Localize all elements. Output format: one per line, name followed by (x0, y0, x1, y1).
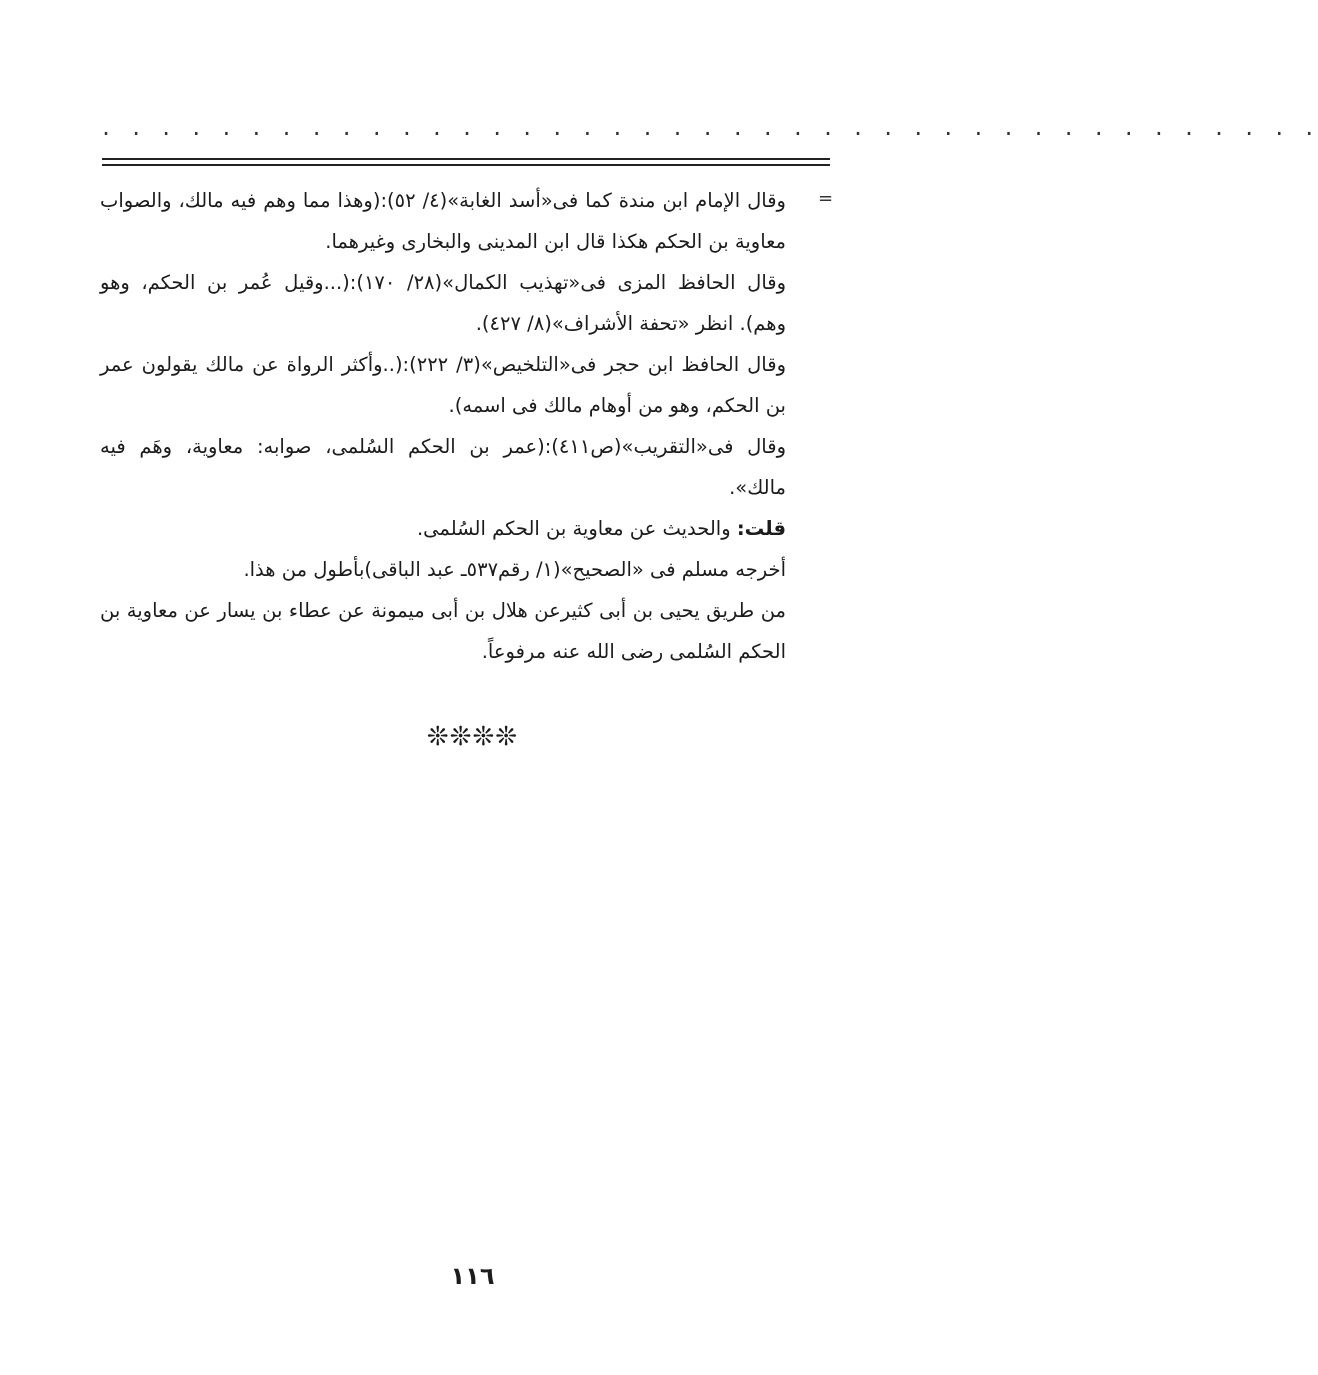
paragraph-taqrib: وقال فى«التقريب»(ص٤١١):(عمر بن الحكم السُلمى، صوابه: معاوية، وهَم فيه مالك». (100, 435, 786, 499)
note-text: والحديث عن معاوية بن الحكم السُلمى. (416, 517, 731, 540)
footnote-continuation-marker: = (818, 188, 834, 209)
paragraph-ibn-hajar-talkhis: وقال الحافظ ابن حجر فى«التلخيص»(٣/ ٢٢٢):(..وأكثر الرواة عن مالك يقولون عمر بن الحكم، وهو من أوهام مالك فى اسمه). (100, 353, 786, 417)
footnote-body (100, 180, 786, 672)
note-paragraph (100, 508, 786, 549)
note-label: قلت: (736, 517, 786, 540)
page-number: ١١٦ (450, 1262, 495, 1290)
header-rule-bottom (102, 164, 830, 166)
section-separator-stars: ❊❊❊❊ (426, 722, 519, 752)
paragraph-ibn-mandah: وقال الإمام ابن مندة كما فى«أسد الغابة»(٤/ ٥٢):(وهذا مما وهم فيه مالك، والصواب معاوية بن الحكم هكذا قال ابن المدينى والبخارى وغيرهما. (100, 189, 786, 253)
paragraph-muslim-source: أخرجه مسلم فى «الصحيح»(١/ رقم٥٣٧ـ عبد الباقى)بأطول من هذا. (243, 558, 786, 581)
header-dotted-line: . . . . . . . . . . . . . . . . . . . . . . . . . . . . . . . . . . . . . . . . . (100, 116, 1318, 140)
paragraph-al-mizzi: وقال الحافظ المزى فى«تهذيب الكمال»(٢٨/ ١٧٠):(...وقيل عُمر بن الحكم، وهو وهم). انظر «تحفة الأشراف»(٨/ ٤٢٧). (100, 271, 787, 335)
header-rule-top (102, 158, 830, 160)
paragraph-isnad: من طريق يحيى بن أبى كثيرعن هلال بن أبى ميمونة عن عطاء بن يسار عن معاوية بن الحكم السُلمى رضى الله عنه مرفوعاً. (100, 599, 786, 663)
